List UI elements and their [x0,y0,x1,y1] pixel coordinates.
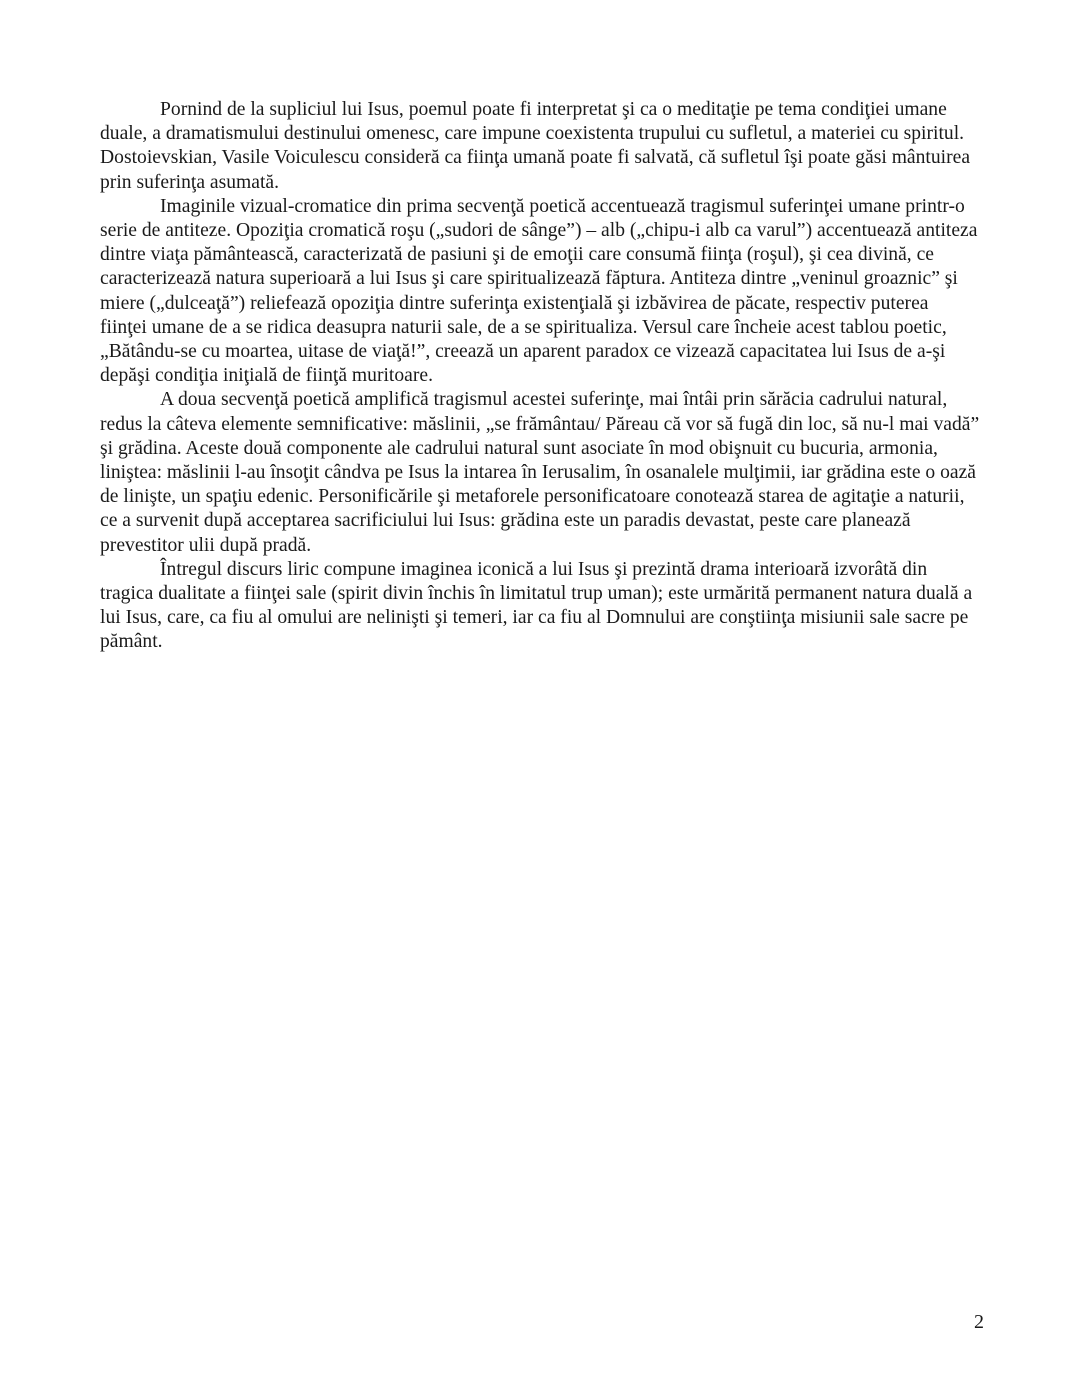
paragraph-3: A doua secvenţă poetică amplifică tragismul acestei suferinţe, mai întâi prin sărăcia cadrului natural, redus la câteva elemente semnificative: măslinii, „se frământau/ Păreau că vor să fugă din loc, să nu-l mai vadă” şi grădina. Aceste două componente ale cadrului natural sunt asociate în mod obişnuit cu bucuria, armonia, liniştea: măslinii l-au însoţit cândva pe Isus la intarea în Ierusalim, în osanalele mulţimii, iar grădina este o oază de linişte, un spaţiu edenic. Personificările şi metaforele personificatoare conotează starea de agitaţie a naturii, ce a survenit după acceptarea sacrificiului lui Isus: grădina este un paradis devastat, peste care planează prevestitor ulii după pradă. [100,389,980,556]
page-number: 2 [974,1311,984,1333]
paragraph-2: Imaginile vizual-cromatice din prima secvenţă poetică accentuează tragismul suferinţei umane printr-o serie de antiteze. Opoziţia cromatică roşu („sudori de sânge”) – alb („chipu-i alb ca varul”) accentuează antiteza dintre viaţa pământească, caracterizată de pasiuni şi de emoţii care consumă fiinţa (roşul), şi cea divină, ce caracterizează natura superioară a lui Isus şi care spiritualizează făptura. Antiteza dintre „veninul groaznic” şi miere („dulceaţă”) reliefează opoziţia dintre suferinţa existenţială şi izbăvirea de păcate, respectiv puterea fiinţei umane de a se ridica deasupra naturii sale, de a se spiritualiza. Versul care încheie acest tablou poetic, „Bătându-se cu moartea, uitase de viaţă!”, creează un aparent paradox ce vizează capacitatea lui Isus de a-şi depăşi condiţia iniţială de fiinţă muritoare. [100,195,978,387]
paragraph-4: Întregul discurs liric compune imaginea iconică a lui Isus şi prezintă drama interioară izvorâtă din tragica dualitate a fiinţei sale (spirit divin închis în limitatul trup uman); este urmărită permanent natura duală a lui Isus, care, ca fiu al omului are nelinişti şi temeri, iar ca fiu al Domnului are conştiinţa misiunii sale sacre pe pământ. [100,558,973,653]
document-body [100,98,980,655]
paragraph-1: Pornind de la supliciul lui Isus, poemul poate fi interpretat şi ca o meditaţie pe tema condiţiei umane duale, a dramatismului destinului omenesc, care impune coexistenta trupului cu sufletul, a materiei cu spiritul. Dostoievskian, Vasile Voiculescu consideră ca fiinţa umană poate fi salvată, că sufletul îşi poate găsi mântuirea prin suferinţa asumată. [100,99,971,193]
